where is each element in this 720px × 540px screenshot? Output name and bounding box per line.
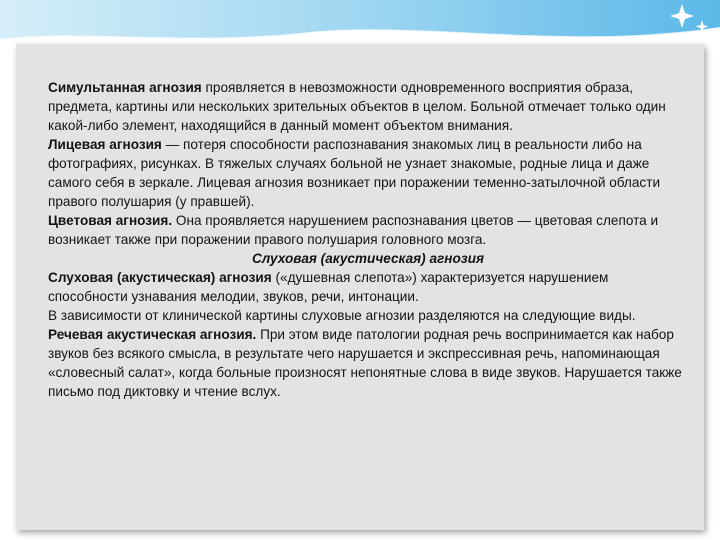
paragraph-speech-agnosia: Речевая акустическая агнозия. При этом виде патологии родная речь воспринимается как набор звуков без всякого смысла, в результате чего нарушается и экспрессивная речь, напоминающая «словесный салат», когда больные произносят непонятные слова в виде звуков. Нарушается также письмо под диктовку и чтение вслух.	[48, 327, 682, 399]
paragraph-auditory-agnosia: Слуховая (акустическая) агнозия («душевная слепота») характеризуется нарушением способности узнавания мелодии, звуков, речи, интонации.	[48, 270, 609, 304]
paragraph-facial-agnosia: Лицевая агнозия — потеря способности распознавания знакомых лиц в реальности либо на фотографиях, рисунках. В тяжелых случаях больной не узнает знакомые, родные лица и даже самого себя в зеркале. Лицевая агнозия возникает при поражении теменно-затылочной области правого полушария (у правшей).	[48, 137, 661, 209]
paragraph-classification: В зависимости от клинической картины слуховые агнозии разделяются на следующие виды.	[48, 308, 636, 323]
top-wave-band	[0, 0, 720, 40]
section-heading: Слуховая (акустическая) агнозия	[251, 251, 485, 266]
paragraph-color-agnosia: Цветовая агнозия. Она проявляется нарушением распознавания цветов — цветовая слепота и возникает также при поражении правого полушария головного мозга.	[48, 213, 659, 247]
paragraph-simultaneous-agnosia: Симультанная агнозия проявляется в невозможности одновременного восприятия образа, предмета, картины или нескольких зрительных объектов в целом. Больной отмечает только один какой-либо элемент, находящийся в данный момент объектом внимания.	[48, 80, 666, 133]
text-body	[48, 78, 688, 401]
